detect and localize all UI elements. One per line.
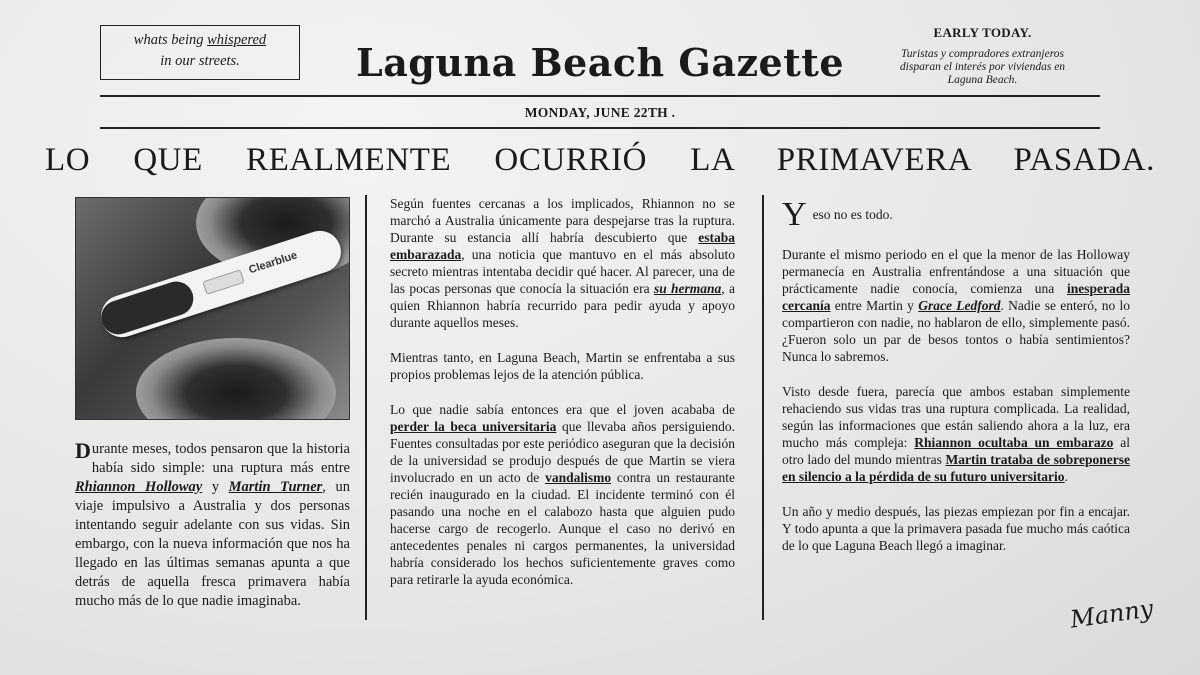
- col2-p3-b: que llevaba años persiguiendo. Fuentes consultadas por este periódico aseguran que la decisión de la universidad se produjo después de que Martin se viera involucrado en un acto de: [390, 419, 735, 485]
- early-today-body: Turistas y compradores extranjeros disparan el interés por viviendas en Laguna Beach.: [899, 48, 1066, 86]
- col2-p1-b: , una noticia que mantuvo en el más absoluto secreto mientras intentaba decidir qué hacer. Al parecer, una de las pocas personas que conocía la situación era: [390, 247, 735, 296]
- col2-p3-c: contra un restaurante recién inaugurado en la ciudad. El incidente terminó con él pasando una noche en el calabozo hasta que alguien pudo hacerse cargo de recogerlo. Aunque el caso no derivó en antecedentes penales ni cargos permanentes, la universidad habría considerado los hechos suficientemente graves como para retirarle la ayuda económica.: [390, 470, 735, 587]
- col2-paragraph-2: Mientras tanto, en Laguna Beach, Martin se enfrentaba a sus propios problemas lejos de la atención pública.: [390, 350, 735, 382]
- signature: Manny: [1068, 594, 1155, 634]
- col3-paragraph-2: [782, 383, 1130, 485]
- column-3: [782, 200, 1130, 572]
- col3-p2-a: Visto desde fuera, parecía que ambos estaban simplemente rehaciendo sus vidas tras una ruptura complicada. La realidad, según las informaciones que están saliendo ahora a la luz, era mucho más compleja:: [782, 384, 1130, 450]
- col3-p1-a: Durante el mismo periodo en el que la menor de las Holloway permanecía en Australia enfrentándose a una situación que prácticamente nadie conocía, comienza una: [782, 247, 1130, 296]
- col3-lead-text: eso no es todo.: [812, 207, 893, 222]
- highlight-hiding-pregnancy: Rhiannon ocultaba un embarazo: [914, 435, 1114, 450]
- col1-dropcap: D: [75, 438, 91, 463]
- name-grace: Grace Ledford: [918, 298, 1001, 313]
- col2-p3-a: Lo que nadie sabía entonces era que el joven acababa de: [390, 402, 735, 417]
- name-martin: Martin Turner: [228, 479, 323, 495]
- col3-paragraph-3: Un año y medio después, las piezas empiezan por fin a encajar. Y todo apunta a que la primavera pasada fue mucho más caótica de lo que Laguna Beach llegó a imaginar.: [782, 504, 1130, 553]
- highlight-closeness: inesperada cercanía: [782, 281, 1130, 313]
- col1-text-2: y: [202, 479, 229, 495]
- bottom-rule: [100, 127, 1100, 129]
- name-rhiannon: Rhiannon Holloway: [75, 479, 203, 495]
- highlight-pregnant: estaba embarazada: [390, 230, 735, 262]
- col1-text-3: , un viaje impulsivo a Australia y dos personas intentando seguir adelante con sus vidas. Sin embargo, con la nueva información que nos ha llegado en las últimas semanas apunta a que detrás de aquella fresca primavera había mucho más de lo que nadie imaginaba.: [75, 479, 350, 609]
- col3-p1-b: entre Martin y: [830, 298, 919, 313]
- col3-p2-b: al otro lado del mundo mientras: [782, 435, 1131, 467]
- col1-paragraph: [75, 440, 350, 611]
- col3-dropcap: Y: [782, 200, 807, 230]
- highlight-vandalism: vandalismo: [545, 470, 612, 485]
- col2-p1-a: Según fuentes cercanas a los implicados, Rhiannon no se marchó a Australia únicamente para despejarse tras la ruptura. Durante su estancia allí habría descubierto que: [390, 196, 735, 245]
- column-2: [390, 195, 735, 606]
- tagline-underlined: whispered: [207, 32, 267, 48]
- dateline: MONDAY, JUNE 22TH .: [524, 105, 676, 120]
- early-today: [895, 25, 1070, 87]
- col3-p2-c: .: [1064, 469, 1068, 484]
- col3-lead: [782, 200, 1130, 230]
- tagline-line2: in our streets.: [160, 53, 240, 69]
- col2-paragraph-1: [390, 195, 735, 331]
- test-cap: [97, 277, 198, 339]
- col3-paragraph-1: [782, 246, 1130, 365]
- article-photo: [75, 197, 350, 420]
- test-window: [202, 269, 244, 295]
- column-divider-2: [762, 195, 764, 620]
- headline: LO QUE REALMENTE OCURRIÓ LA PRIMAVERA PASADA.: [45, 142, 1155, 178]
- col1-text-1: urante meses, todos pensaron que la historia había sido simple: una ruptura más entre: [91, 441, 350, 476]
- masthead: Laguna Beach Gazette: [355, 40, 845, 85]
- col3-p1-c: . Nadie se enteró, no lo compartieron con nadie, no hablaron de ello, simplemente pasó. ¿Fueron solo un par de besos tontos o había sentimientos? Nunca lo sabremos.: [782, 298, 1130, 364]
- highlight-martin-loss: Martin trataba de sobreponerse en silencio a la pérdida de su futuro universitario: [782, 452, 1130, 484]
- tagline-line1: whats being: [133, 32, 208, 48]
- test-brand: Clearblue: [247, 249, 299, 277]
- highlight-scholarship: perder la beca universitaria: [390, 419, 557, 434]
- early-today-heading: EARLY TODAY.: [933, 25, 1032, 40]
- highlight-sister: su hermana: [653, 281, 722, 296]
- column-divider-1: [365, 195, 367, 620]
- top-rule: [100, 95, 1100, 97]
- column-1: [75, 440, 350, 629]
- col2-p1-c: , a quien Rhiannon habría recurrido para pedir ayuda y apoyo durante aquellos meses.: [390, 281, 735, 330]
- ultrasound-scan-bottom: [136, 338, 336, 420]
- col2-paragraph-3: [390, 401, 735, 588]
